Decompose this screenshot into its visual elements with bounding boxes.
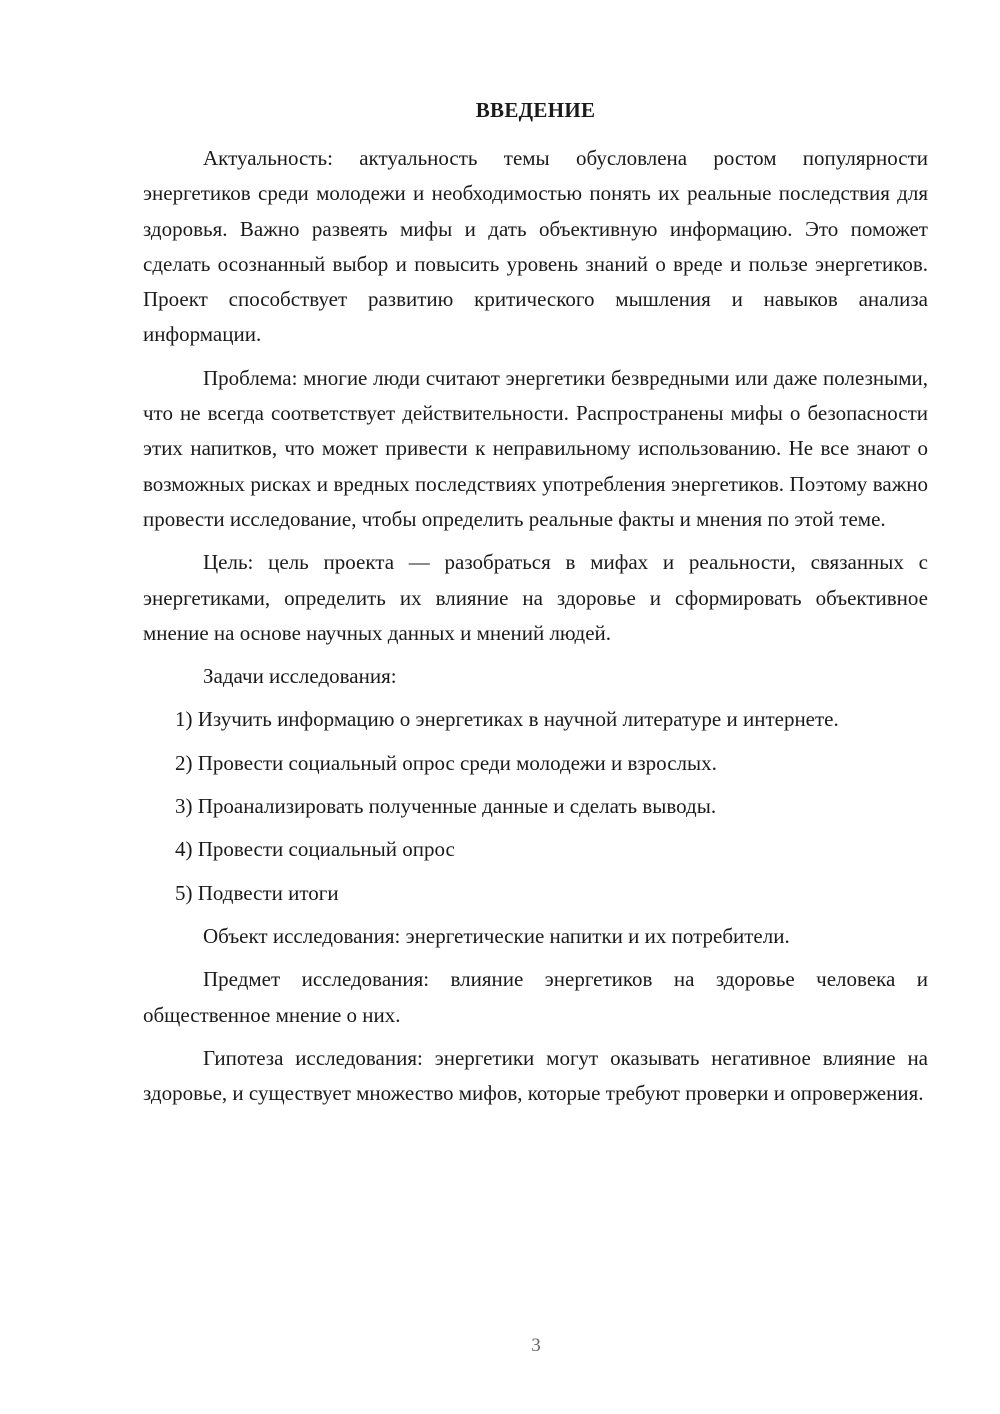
paragraph-problem: Проблема: многие люди считают энергетики безвредными или даже полезными, что не всегда соответствует действительности. Распространены мифы о безопасности этих напитков, что может привести к неправильному использованию. Не все знают о возможных рисках и вредных последствиях употребления энергетиков. Поэтому важно провести исследование, чтобы определить реальные факты и мнения по этой теме. — [143, 365, 928, 531]
paragraph-subject: Предмет исследования: влияние энергетиков на здоровье человека и общественное мнение о них. — [143, 967, 928, 1027]
paragraph-object: Объект исследования: энергетические напитки и их потребители. — [203, 923, 790, 948]
paragraph-relevance: Актуальность: актуальность темы обусловлена ростом популярности энергетиков среди молодежи и необходимостью понять их реальные последствия для здоровья. Важно развеять мифы и дать объективную информацию. Это поможет сделать осознанный выбор и повысить уровень знаний о вреде и пользе энергетиков. Проект способствует развитию критического мышления и навыков анализа информации. — [143, 146, 928, 347]
page-number: 3 — [531, 1335, 541, 1356]
task-item-5: 5) Подвести итоги — [175, 880, 339, 905]
section-title: ВВЕДЕНИЕ — [475, 98, 596, 122]
task-item-2: 2) Провести социальный опрос среди молодежи и взрослых. — [175, 750, 717, 775]
paragraph-goal: Цель: цель проекта — разобраться в мифах и реальности, связанных с энергетиками, определить их влияние на здоровье и сформировать объективное мнение на основе научных данных и мнений людей. — [143, 550, 928, 645]
task-item-1: 1) Изучить информацию о энергетиках в научной литературе и интернете. — [175, 707, 839, 732]
document-page — [143, 92, 928, 1111]
task-item-4: 4) Провести социальный опрос — [175, 837, 455, 862]
tasks-heading: Задачи исследования: — [203, 664, 397, 689]
paragraph-hypothesis: Гипотеза исследования: энергетики могут оказывать негативное влияние на здоровье, и существует множество мифов, которые требуют проверки и опровержения. — [143, 1045, 928, 1106]
task-item-3: 3) Проанализировать полученные данные и сделать выводы. — [175, 794, 717, 819]
